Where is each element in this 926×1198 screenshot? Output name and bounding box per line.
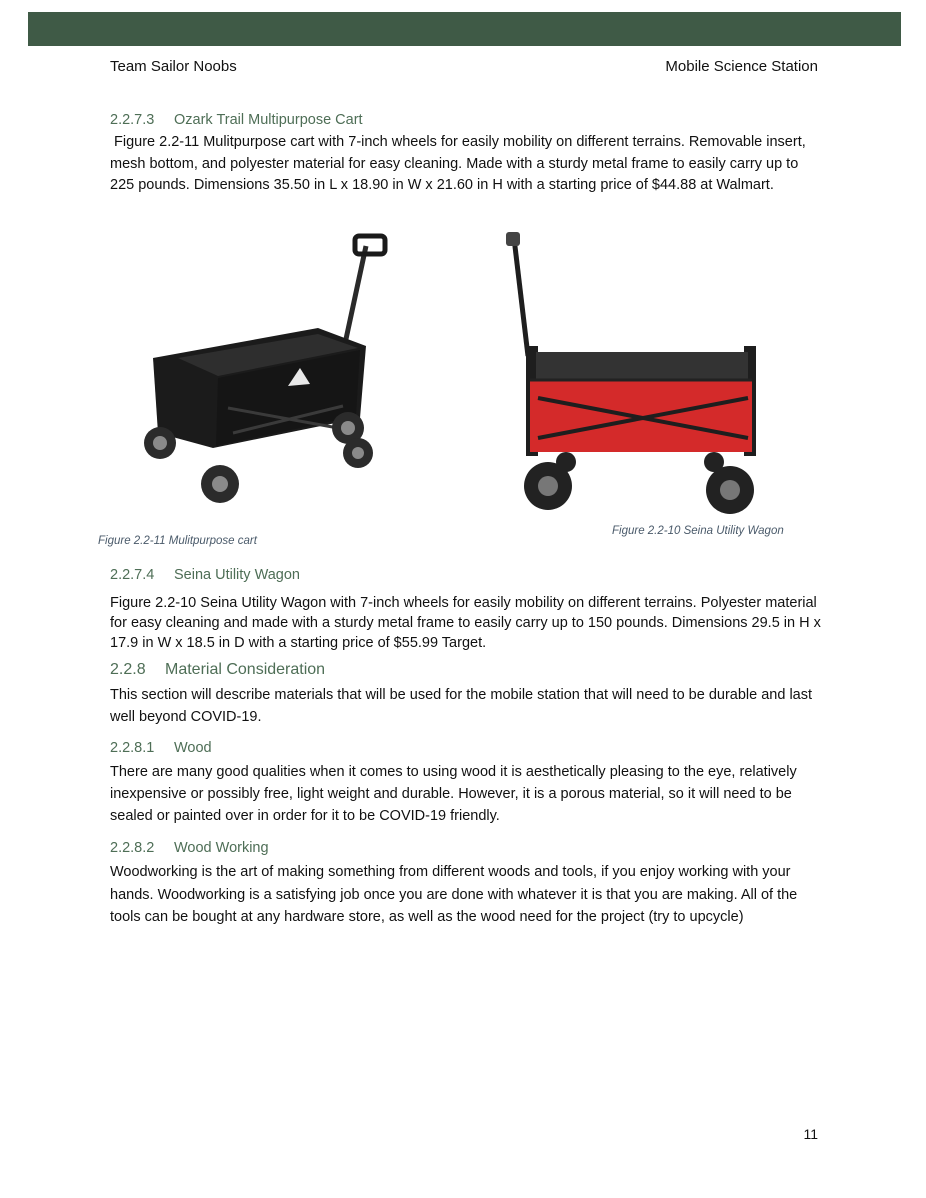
- figure-caption-ozark: Figure 2.2-11 Mulitpurpose cart: [98, 535, 257, 547]
- heading-2-2-7-4: [110, 567, 300, 583]
- wagon-inner: [536, 352, 748, 382]
- heading-title: Seina Utility Wagon: [174, 567, 300, 583]
- heading-number: 2.2.8.2: [110, 840, 155, 856]
- heading-2-2-8-2: [110, 840, 269, 856]
- heading-title: Wood Working: [174, 840, 269, 856]
- figure-caption-seina: Figure 2.2-10 Seina Utility Wagon: [612, 525, 784, 537]
- heading-2-2-8-1: [110, 740, 212, 756]
- heading-number: 2.2.8.1: [110, 740, 155, 756]
- paragraph-seina-wagon: Figure 2.2-10 Seina Utility Wagon with 7-inch wheels for easily mobility on different terrains. Polyester material for easy cleaning and made with a sturdy metal frame to easily carry up to 150 pounds. Dimensions 29.5 in H x 17.9 in W x 18.5 in D with a starting price of $55.99 Target.: [110, 595, 821, 651]
- heading-2-2-8: [110, 661, 325, 679]
- cart-handle: [343, 246, 366, 353]
- page-number: 11: [803, 1126, 818, 1142]
- ozark-cart-image: [138, 228, 398, 513]
- paragraph-wood: There are many good qualities when it comes to using wood it is aesthetically pleasing to the eye, relatively inexpensive or possibly free, light weight and durable. However, it is a porous material, so it will need to be sealed or painted over in order for it to be COVID-19 friendly.: [110, 764, 797, 824]
- heading-title: Wood: [174, 740, 212, 756]
- heading-2-2-7-3: [110, 112, 363, 128]
- paragraph-ozark-cart: Figure 2.2-11 Mulitpurpose cart with 7-inch wheels for easily mobility on different terrains. Removable insert, mesh bottom, and polyester material for easy cleaning. Made with a sturdy metal frame to easily carry up to 225 pounds. Dimensions 35.50 in L x 18.90 in W x 21.60 in H with a starting price of $44.88 at Walmart.: [110, 134, 806, 193]
- seina-wagon-image: [498, 228, 788, 518]
- wagon-handle: [514, 238, 528, 356]
- heading-number: 2.2.7.3: [110, 112, 155, 128]
- paragraph-wood-working: Woodworking is the art of making something from different woods and tools, if you enjoy working with your hands. Woodworking is a satisfying job once you are done with whatever it is that you are making. All of the tools can be bought at any hardware store, as well as the wood need for the project (try to upcycle): [110, 864, 798, 925]
- header-project-title: Mobile Science Station: [665, 58, 818, 75]
- heading-title: Ozark Trail Multipurpose Cart: [174, 112, 363, 128]
- heading-title: Material Consideration: [165, 661, 326, 678]
- wagon-wheels: [524, 452, 754, 514]
- header-team-name: Team Sailor Noobs: [110, 58, 237, 75]
- heading-number: 2.2.7.4: [110, 567, 155, 583]
- header-bar: [28, 12, 901, 46]
- heading-number: 2.2.8: [110, 661, 146, 678]
- paragraph-material-consideration: This section will describe materials that will be used for the mobile station that will need to be durable and last well beyond COVID-19.: [110, 687, 813, 725]
